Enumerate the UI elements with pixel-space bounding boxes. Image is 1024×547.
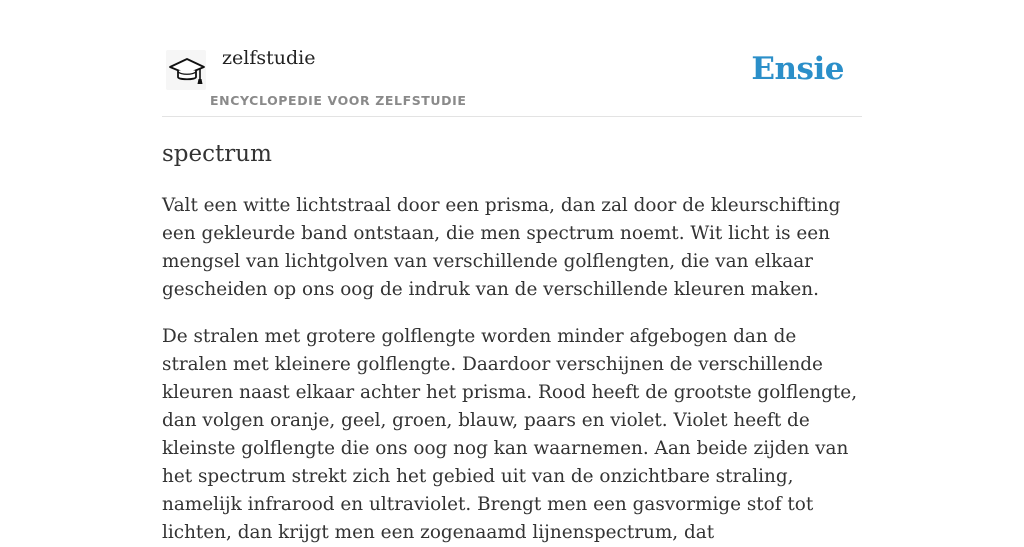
ensie-brand-link[interactable]: Ensie [751, 51, 844, 87]
graduation-cap-icon [169, 56, 205, 86]
site-name[interactable]: zelfstudie [222, 47, 316, 69]
article [162, 136, 862, 547]
article-paragraph: De stralen met grotere golflengte worden minder afgebogen dan de stralen met kleinere golflengte. Daardoor verschijnen de verschillende kleuren naast elkaar achter het prisma. Rood heeft de grootste golflengte, dan volgen oranje, geel, groen, blauw, paars en violet. Violet heeft de kleinste golflengte die ons oog nog kan waarnemen. Aan beide zijden van het spectrum strekt zich het gebied uit van de onzichtbare straling, namelijk infrarood en ultraviolet. Brengt men een gasvormige stof tot lichten, dan krijgt men een zogenaamd lijnenspectrum, dat [162, 326, 858, 543]
article-title: spectrum [162, 141, 272, 167]
site-header [162, 0, 862, 117]
article-paragraph: Valt een witte lichtstraal door een prisma, dan zal door de kleurschifting een gekleurde band ontstaan, die men spectrum noemt. Wit licht is een mengsel van lichtgolven van verschillende golflengten, die van elkaar gescheiden op ons oog de indruk van de verschillende kleuren maken. [162, 195, 841, 300]
site-tagline: ENCYCLOPEDIE VOOR ZELFSTUDIE [210, 93, 467, 108]
site-logo[interactable] [166, 50, 206, 90]
